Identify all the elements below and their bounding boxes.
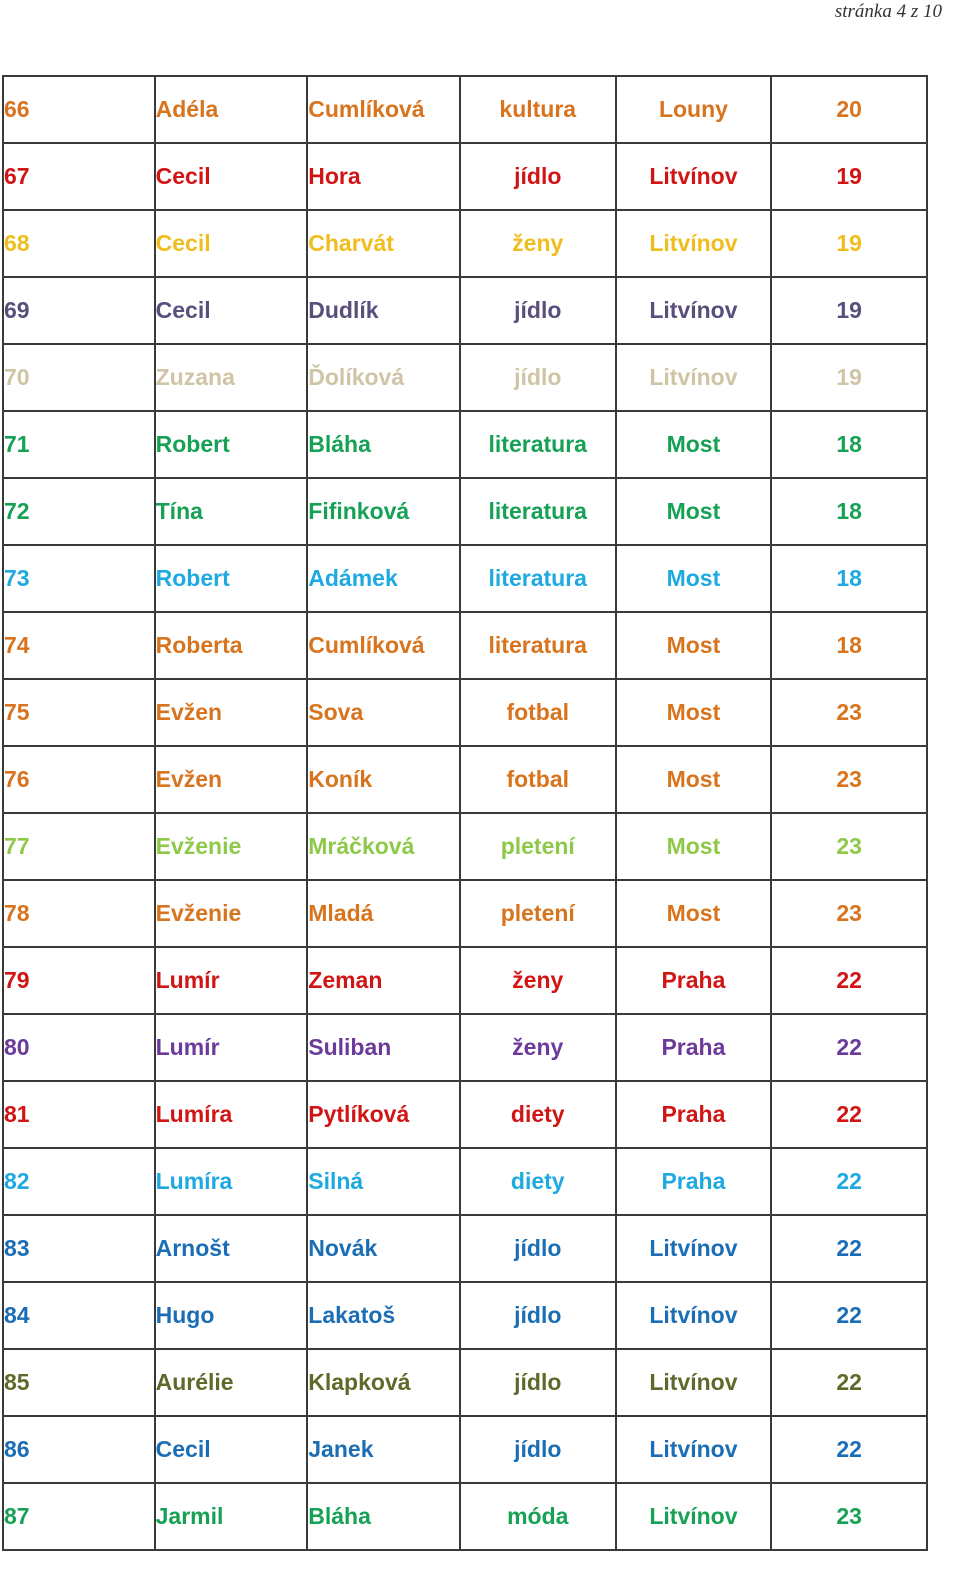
age-cell: 22 (771, 1349, 927, 1416)
row-number-cell: 67 (3, 143, 155, 210)
city-cell: Litvínov (616, 1416, 772, 1483)
table-body (3, 76, 927, 1550)
table-row (3, 679, 927, 746)
table-row (3, 143, 927, 210)
age-cell: 22 (771, 1416, 927, 1483)
city-cell: Litvínov (616, 1215, 772, 1282)
last-name-cell: Charvát (307, 210, 460, 277)
table-row (3, 210, 927, 277)
city-cell: Most (616, 813, 772, 880)
last-name-cell: Bláha (307, 1483, 460, 1550)
row-number-cell: 72 (3, 478, 155, 545)
last-name-cell: Sova (307, 679, 460, 746)
hobby-cell: fotbal (460, 679, 616, 746)
table-row (3, 1416, 927, 1483)
first-name-cell: Evženie (155, 880, 308, 947)
city-cell: Louny (616, 76, 772, 143)
first-name-cell: Evženie (155, 813, 308, 880)
hobby-cell: jídlo (460, 1282, 616, 1349)
age-cell: 18 (771, 545, 927, 612)
table-row (3, 947, 927, 1014)
city-cell: Most (616, 545, 772, 612)
first-name-cell: Jarmil (155, 1483, 308, 1550)
people-table (2, 75, 928, 1551)
table-row (3, 1349, 927, 1416)
age-cell: 23 (771, 880, 927, 947)
last-name-cell: Fifinková (307, 478, 460, 545)
last-name-cell: Klapková (307, 1349, 460, 1416)
last-name-cell: Cumlíková (307, 612, 460, 679)
hobby-cell: jídlo (460, 1349, 616, 1416)
row-number-cell: 76 (3, 746, 155, 813)
first-name-cell: Hugo (155, 1282, 308, 1349)
first-name-cell: Roberta (155, 612, 308, 679)
last-name-cell: Pytlíková (307, 1081, 460, 1148)
row-number-cell: 75 (3, 679, 155, 746)
hobby-cell: ženy (460, 1014, 616, 1081)
first-name-cell: Robert (155, 411, 308, 478)
table-row (3, 478, 927, 545)
city-cell: Most (616, 612, 772, 679)
age-cell: 22 (771, 1282, 927, 1349)
hobby-cell: móda (460, 1483, 616, 1550)
table-row (3, 344, 927, 411)
first-name-cell: Evžen (155, 746, 308, 813)
last-name-cell: Ďolíková (307, 344, 460, 411)
age-cell: 20 (771, 76, 927, 143)
row-number-cell: 77 (3, 813, 155, 880)
last-name-cell: Koník (307, 746, 460, 813)
hobby-cell: diety (460, 1081, 616, 1148)
hobby-cell: literatura (460, 545, 616, 612)
hobby-cell: jídlo (460, 143, 616, 210)
city-cell: Litvínov (616, 344, 772, 411)
city-cell: Litvínov (616, 143, 772, 210)
city-cell: Praha (616, 1014, 772, 1081)
table-row (3, 880, 927, 947)
row-number-cell: 66 (3, 76, 155, 143)
first-name-cell: Cecil (155, 1416, 308, 1483)
last-name-cell: Mladá (307, 880, 460, 947)
table-row (3, 612, 927, 679)
row-number-cell: 80 (3, 1014, 155, 1081)
table-row (3, 411, 927, 478)
first-name-cell: Zuzana (155, 344, 308, 411)
city-cell: Most (616, 411, 772, 478)
row-number-cell: 81 (3, 1081, 155, 1148)
first-name-cell: Cecil (155, 277, 308, 344)
last-name-cell: Adámek (307, 545, 460, 612)
row-number-cell: 68 (3, 210, 155, 277)
hobby-cell: jídlo (460, 1416, 616, 1483)
age-cell: 22 (771, 1014, 927, 1081)
first-name-cell: Evžen (155, 679, 308, 746)
age-cell: 22 (771, 1215, 927, 1282)
city-cell: Litvínov (616, 1349, 772, 1416)
first-name-cell: Cecil (155, 210, 308, 277)
table-row (3, 277, 927, 344)
age-cell: 23 (771, 813, 927, 880)
hobby-cell: literatura (460, 411, 616, 478)
table-row (3, 1148, 927, 1215)
age-cell: 22 (771, 1081, 927, 1148)
row-number-cell: 79 (3, 947, 155, 1014)
city-cell: Praha (616, 1148, 772, 1215)
city-cell: Most (616, 478, 772, 545)
last-name-cell: Mráčková (307, 813, 460, 880)
hobby-cell: fotbal (460, 746, 616, 813)
row-number-cell: 83 (3, 1215, 155, 1282)
hobby-cell: jídlo (460, 277, 616, 344)
row-number-cell: 87 (3, 1483, 155, 1550)
last-name-cell: Novák (307, 1215, 460, 1282)
table-row (3, 1081, 927, 1148)
table-row (3, 545, 927, 612)
page-number-label: stránka 4 z 10 (834, 1, 942, 22)
last-name-cell: Janek (307, 1416, 460, 1483)
city-cell: Litvínov (616, 277, 772, 344)
hobby-cell: jídlo (460, 1215, 616, 1282)
city-cell: Praha (616, 1081, 772, 1148)
row-number-cell: 78 (3, 880, 155, 947)
table-row (3, 1282, 927, 1349)
age-cell: 23 (771, 679, 927, 746)
row-number-cell: 74 (3, 612, 155, 679)
age-cell: 19 (771, 277, 927, 344)
row-number-cell: 69 (3, 277, 155, 344)
last-name-cell: Cumlíková (307, 76, 460, 143)
row-number-cell: 82 (3, 1148, 155, 1215)
hobby-cell: literatura (460, 478, 616, 545)
last-name-cell: Hora (307, 143, 460, 210)
hobby-cell: jídlo (460, 344, 616, 411)
first-name-cell: Robert (155, 545, 308, 612)
hobby-cell: pletení (460, 813, 616, 880)
hobby-cell: literatura (460, 612, 616, 679)
age-cell: 23 (771, 1483, 927, 1550)
age-cell: 19 (771, 344, 927, 411)
table-row (3, 1483, 927, 1550)
first-name-cell: Cecil (155, 143, 308, 210)
first-name-cell: Lumír (155, 947, 308, 1014)
city-cell: Litvínov (616, 210, 772, 277)
age-cell: 18 (771, 411, 927, 478)
last-name-cell: Zeman (307, 947, 460, 1014)
hobby-cell: pletení (460, 880, 616, 947)
city-cell: Litvínov (616, 1282, 772, 1349)
city-cell: Most (616, 746, 772, 813)
age-cell: 19 (771, 210, 927, 277)
table-row (3, 1215, 927, 1282)
row-number-cell: 84 (3, 1282, 155, 1349)
age-cell: 18 (771, 478, 927, 545)
table-row (3, 76, 927, 143)
hobby-cell: kultura (460, 76, 616, 143)
last-name-cell: Lakatoš (307, 1282, 460, 1349)
hobby-cell: diety (460, 1148, 616, 1215)
age-cell: 22 (771, 1148, 927, 1215)
hobby-cell: ženy (460, 210, 616, 277)
age-cell: 19 (771, 143, 927, 210)
last-name-cell: Silná (307, 1148, 460, 1215)
table-row (3, 1014, 927, 1081)
city-cell: Praha (616, 947, 772, 1014)
row-number-cell: 85 (3, 1349, 155, 1416)
last-name-cell: Dudlík (307, 277, 460, 344)
first-name-cell: Adéla (155, 76, 308, 143)
age-cell: 22 (771, 947, 927, 1014)
first-name-cell: Arnošt (155, 1215, 308, 1282)
first-name-cell: Tína (155, 478, 308, 545)
table-row (3, 746, 927, 813)
first-name-cell: Lumíra (155, 1081, 308, 1148)
row-number-cell: 70 (3, 344, 155, 411)
age-cell: 18 (771, 612, 927, 679)
last-name-cell: Bláha (307, 411, 460, 478)
first-name-cell: Aurélie (155, 1349, 308, 1416)
city-cell: Most (616, 679, 772, 746)
city-cell: Most (616, 880, 772, 947)
row-number-cell: 71 (3, 411, 155, 478)
first-name-cell: Lumír (155, 1014, 308, 1081)
hobby-cell: ženy (460, 947, 616, 1014)
last-name-cell: Suliban (307, 1014, 460, 1081)
row-number-cell: 86 (3, 1416, 155, 1483)
age-cell: 23 (771, 746, 927, 813)
row-number-cell: 73 (3, 545, 155, 612)
table-row (3, 813, 927, 880)
first-name-cell: Lumíra (155, 1148, 308, 1215)
city-cell: Litvínov (616, 1483, 772, 1550)
